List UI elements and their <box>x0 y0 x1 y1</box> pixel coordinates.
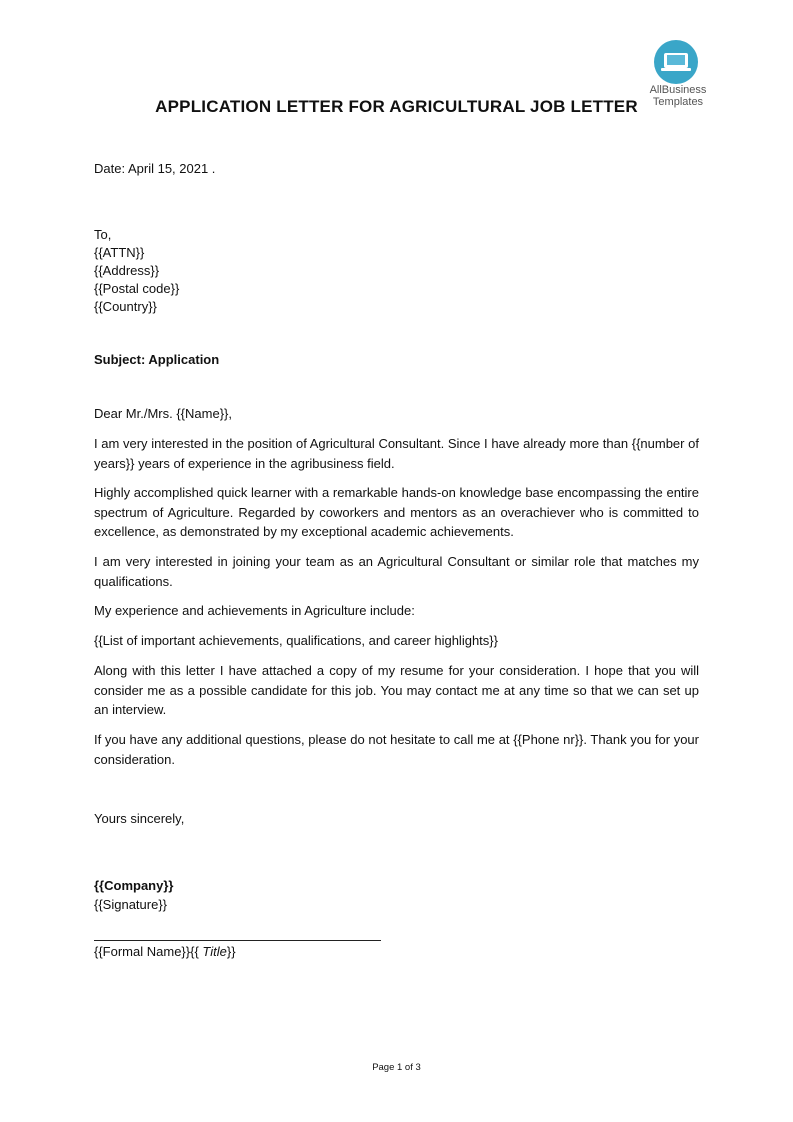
company-name: {{Company}} <box>94 878 174 893</box>
recipient-to: To, <box>94 227 112 242</box>
document-title: APPLICATION LETTER FOR AGRICULTURAL JOB LETTER <box>155 97 638 116</box>
formal-name-line <box>94 942 236 961</box>
paragraph-skills: Highly accomplished quick learner with a remarkable hands-on knowledge base encompassing the entire spectrum of Agriculture. Regarded by coworkers and mentors as an overachiever who is committed to excellence, as demonstrated by my exceptional academic achievements. <box>94 485 699 539</box>
closing: Yours sincerely, <box>94 811 185 826</box>
logo-text-line1: AllBusiness <box>649 84 707 96</box>
recipient-postal-code: {{Postal code}} <box>94 281 180 296</box>
date-line: Date: April 15, 2021 . <box>94 161 216 176</box>
salutation: Dear Mr./Mrs. {{Name}}, <box>94 406 232 421</box>
paragraph-achievements-list: {{List of important achievements, qualifications, and career highlights}} <box>94 633 498 648</box>
paragraph-position: I am very interested in the position of Agricultural Consultant. Since I have already more than {{number of years}} years of experience in the agribusiness field. <box>94 436 699 471</box>
signature-line <box>94 940 381 941</box>
formal-name: {{Formal Name}}{{ <box>94 944 203 959</box>
logo-text-line2: Templates <box>652 96 704 108</box>
signature-placeholder: {{Signature}} <box>94 897 168 912</box>
formal-title: Title <box>202 944 227 959</box>
subject-line: Subject: Application <box>94 352 220 367</box>
paragraph-achievements-intro: My experience and achievements in Agriculture include: <box>94 603 415 618</box>
paragraph-resume: Along with this letter I have attached a copy of my resume for your consideration. I hope that you will consider me as a possible candidate for this job. You may contact me at any time so that we can set up an interview. <box>94 663 699 717</box>
page-number: Page 1 of 3 <box>372 1062 421 1073</box>
paragraph-interest: I am very interested in joining your team as an Agricultural Consultant or similar role that matches my qualifications. <box>94 554 699 589</box>
recipient-attn: {{ATTN}} <box>94 245 145 260</box>
formal-name-end: }} <box>226 944 236 959</box>
recipient-country: {{Country}} <box>94 299 157 314</box>
paragraph-contact: If you have any additional questions, please do not hesitate to call me at {{Phone nr}}. Thank you for your consideration. <box>94 732 699 767</box>
recipient-address: {{Address}} <box>94 263 160 278</box>
